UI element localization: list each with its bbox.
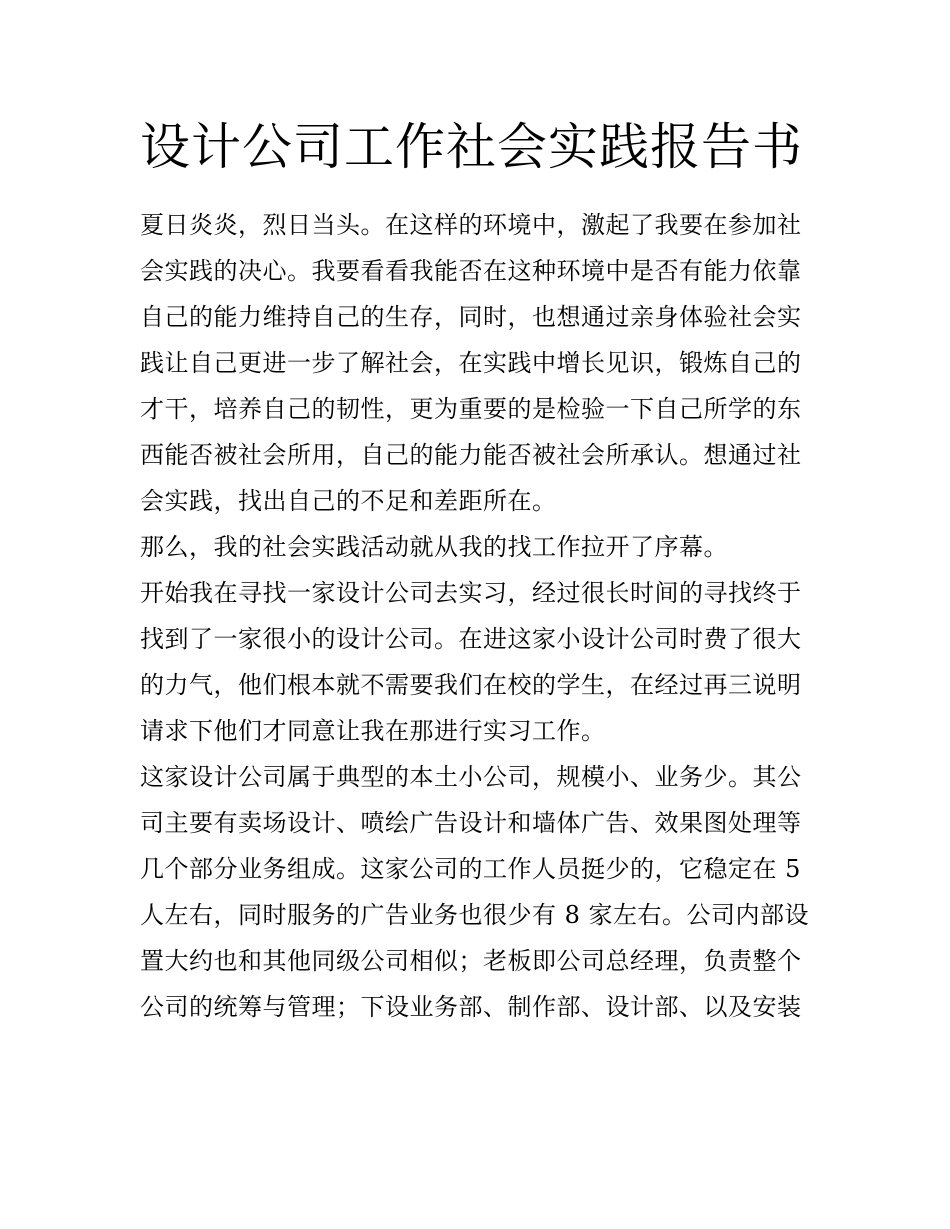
paragraph-4 (140, 754, 812, 1030)
paragraph-line: 公司的统筹与管理；下设业务部、制作部、设计部、以及安装 (140, 993, 802, 1021)
paragraph-3 (140, 570, 812, 754)
paragraph-line: 开始我在寻找一家设计公司去实习，经过很长时间的寻找终于 (140, 579, 802, 607)
paragraph-line: 夏日炎炎，烈日当头。在这样的环境中，激起了我要在参加社 (140, 211, 802, 239)
paragraph-line: 找到了一家很小的设计公司。在进这家小设计公司时费了很大 (140, 625, 802, 653)
document-title: 设计公司工作社会实践报告书 (140, 118, 803, 176)
paragraph-line: 那么，我的社会实践活动就从我的找工作拉开了序幕。 (140, 533, 728, 561)
paragraph-line: 置大约也和其他同级公司相似；老板即公司总经理，负责整个 (140, 947, 802, 975)
paragraph-1 (140, 202, 812, 524)
paragraph-line: 的力气，他们根本就不需要我们在校的学生，在经过再三说明 (140, 671, 802, 699)
paragraph-2 (140, 524, 812, 570)
paragraph-line: 会实践的决心。我要看看我能否在这种环境中是否有能力依靠 (140, 257, 802, 285)
paragraph-line: 请求下他们才同意让我在那进行实习工作。 (140, 717, 606, 745)
paragraph-line: 西能否被社会所用，自己的能力能否被社会所承认。想通过社 (140, 441, 802, 469)
paragraph-line: 司主要有卖场设计、喷绘广告设计和墙体广告、效果图处理等 (140, 809, 802, 837)
document-page (140, 112, 812, 1030)
paragraph-line: 这家设计公司属于典型的本土小公司，规模小、业务少。其公 (140, 763, 802, 791)
paragraph-line: 自己的能力维持自己的生存，同时，也想通过亲身体验社会实 (140, 303, 802, 331)
paragraph-line: 才干，培养自己的韧性，更为重要的是检验一下自己所学的东 (140, 395, 802, 423)
paragraph-line: 践让自己更进一步了解社会，在实践中增长见识，锻炼自己的 (140, 349, 802, 377)
paragraph-line: 会实践，找出自己的不足和差距所在。 (140, 487, 557, 515)
paragraph-line: 几个部分业务组成。这家公司的工作人员挺少的，它稳定在 5 (140, 855, 801, 883)
paragraph-line: 人左右，同时服务的广告业务也很少有 8 家左右。公司内部设 (140, 901, 810, 929)
